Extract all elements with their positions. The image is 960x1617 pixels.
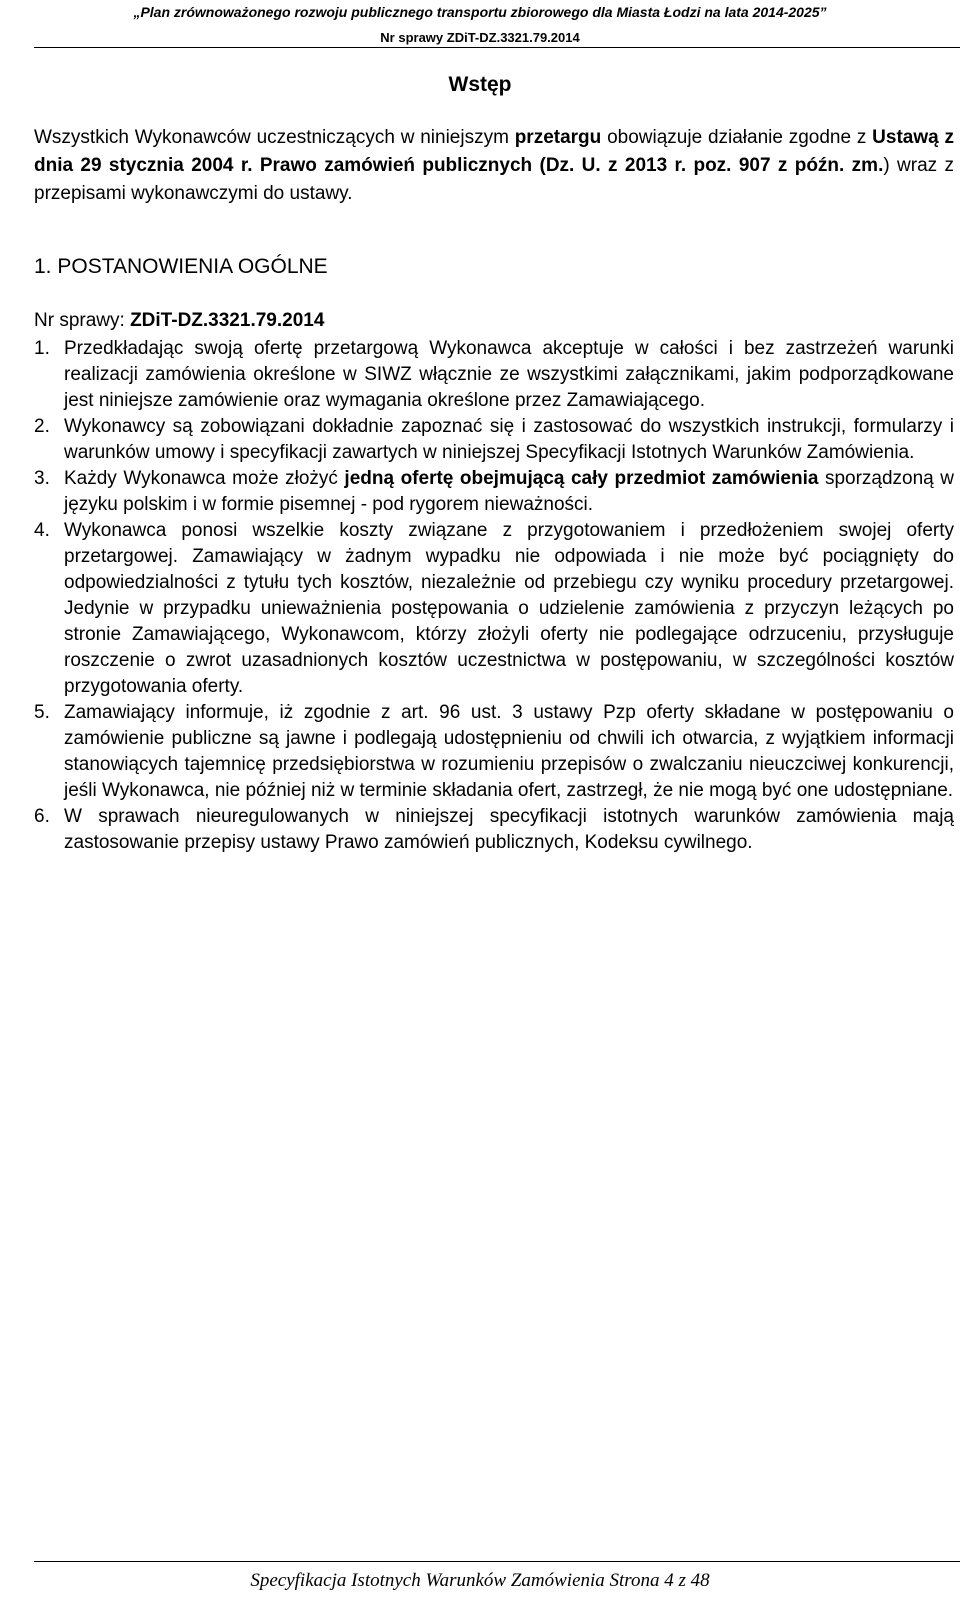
intro-bold-tender: przetargu xyxy=(514,127,602,148)
section-heading: 1. POSTANOWIENIA OGÓLNE xyxy=(34,255,328,278)
list-item-text: Wykonawcy są zobowiązani dokładnie zapoznać się i zastosować do wszystkich instrukcji, formularzy i warunków umowy i specyfikacji zawartych w niniejszej Specyfikacji Istotnych Warunków Zamówienia. xyxy=(64,416,954,463)
list-item xyxy=(34,414,954,466)
list-item xyxy=(34,336,954,414)
general-provisions-list xyxy=(34,336,954,856)
list-item-number: 4. xyxy=(34,520,50,541)
list-item-text: W sprawach nieuregulowanych w niniejszej specyfikacji istotnych warunków zamówienia mają zastosowanie przepisy ustawy Prawo zamówień publicznych, Kodeksu cywilnego. xyxy=(64,806,954,853)
header-case-number: Nr sprawy ZDiT-DZ.3321.79.2014 xyxy=(380,30,580,45)
page-title: Wstęp xyxy=(448,73,512,96)
case-number-value: ZDiT-DZ.3321.79.2014 xyxy=(130,310,325,331)
footer-divider xyxy=(34,1561,960,1562)
list-item-text: Zamawiający informuje, iż zgodnie z art. 96 ust. 3 ustawy Pzp oferty składane w postępowaniu o zamówienie publiczne są jawne i podlegają udostępnieniu od chwili ich otwarcia, z wyjątkiem informacji stanowiących tajemnicę przedsiębiorstwa w rozumieniu przepisów o zwalczaniu nieuczciwej konkurencji, jeśli Wykonawca, nie później niż w terminie składania ofert, zastrzegł, że nie mogą być one udostępniane. xyxy=(64,702,954,801)
list-item xyxy=(34,466,954,518)
list-item-number: 6. xyxy=(34,806,50,827)
list-item-number: 3. xyxy=(34,468,50,489)
case-number-label: Nr sprawy: xyxy=(34,310,131,331)
list-item-text-post: sporządzoną w języku polskim i w formie pisemnej - pod rygorem nieważności. xyxy=(64,468,954,515)
page-header xyxy=(0,0,960,48)
list-item-text: Wykonawca ponosi wszelkie koszty związane z przygotowaniem i przedłożeniem swojej oferty przetargowej. Zamawiający w żadnym wypadku nie odpowiada i nie może być pociągnięty do odpowiedzialności z tytułu tych kosztów, niezależnie od przebiegu czy wyniku procedury przetargowej. Jedynie w przypadku unieważnienia postępowania o udzielenie zamówienia z przyczyn leżących po stronie Zamawiającego, Wykonawcom, którzy złożyli oferty nie podlegające odrzuceniu, przysługuje roszczenie o zwrot uzasadnionych kosztów uczestnictwa w postępowaniu, w szczególności kosztów przygotowania oferty. xyxy=(64,520,954,697)
list-item xyxy=(34,518,954,700)
intro-text-2: obowiązuje działanie zgodne z xyxy=(601,127,873,148)
header-divider xyxy=(34,47,960,48)
case-number-line xyxy=(34,307,324,335)
list-item xyxy=(34,700,954,804)
intro-paragraph xyxy=(34,124,954,208)
list-item-number: 2. xyxy=(34,416,50,437)
list-item-text-bold: jedną ofertę obejmującą cały przedmiot zamówienia xyxy=(344,468,819,489)
header-plan-title: „Plan zrównoważonego rozwoju publicznego transportu zbiorowego dla Miasta Łodzi na lata 2014-2025” xyxy=(133,4,827,20)
list-item-text-pre: Każdy Wykonawca może złożyć xyxy=(64,468,345,489)
list-item-number: 1. xyxy=(34,338,50,359)
list-item xyxy=(34,804,954,856)
list-item-text: Przedkładając swoją ofertę przetargową Wykonawca akceptuje w całości i bez zastrzeżeń warunki realizacji zamówienia określone w SIWZ włącznie ze wszystkimi załącznikami, jakim podporządkowane jest niniejsze zamówienie oraz wymagania określone przez Zamawiającego. xyxy=(64,338,954,411)
intro-text-1: Wszystkich Wykonawców uczestniczących w niniejszym xyxy=(34,127,515,148)
intro-text-3: ) wraz z przepisami wykonawczymi do ustawy. xyxy=(34,155,955,204)
intro-bold-law: Ustawą z dnia 29 stycznia 2004 r. Prawo zamówień publicznych (Dz. U. z 2013 r. poz. 907 z późn. zm. xyxy=(34,127,954,176)
list-item-number: 5. xyxy=(34,702,50,723)
page-footer: Specyfikacja Istotnych Warunków Zamówienia Strona 4 z 48 xyxy=(250,1570,710,1591)
